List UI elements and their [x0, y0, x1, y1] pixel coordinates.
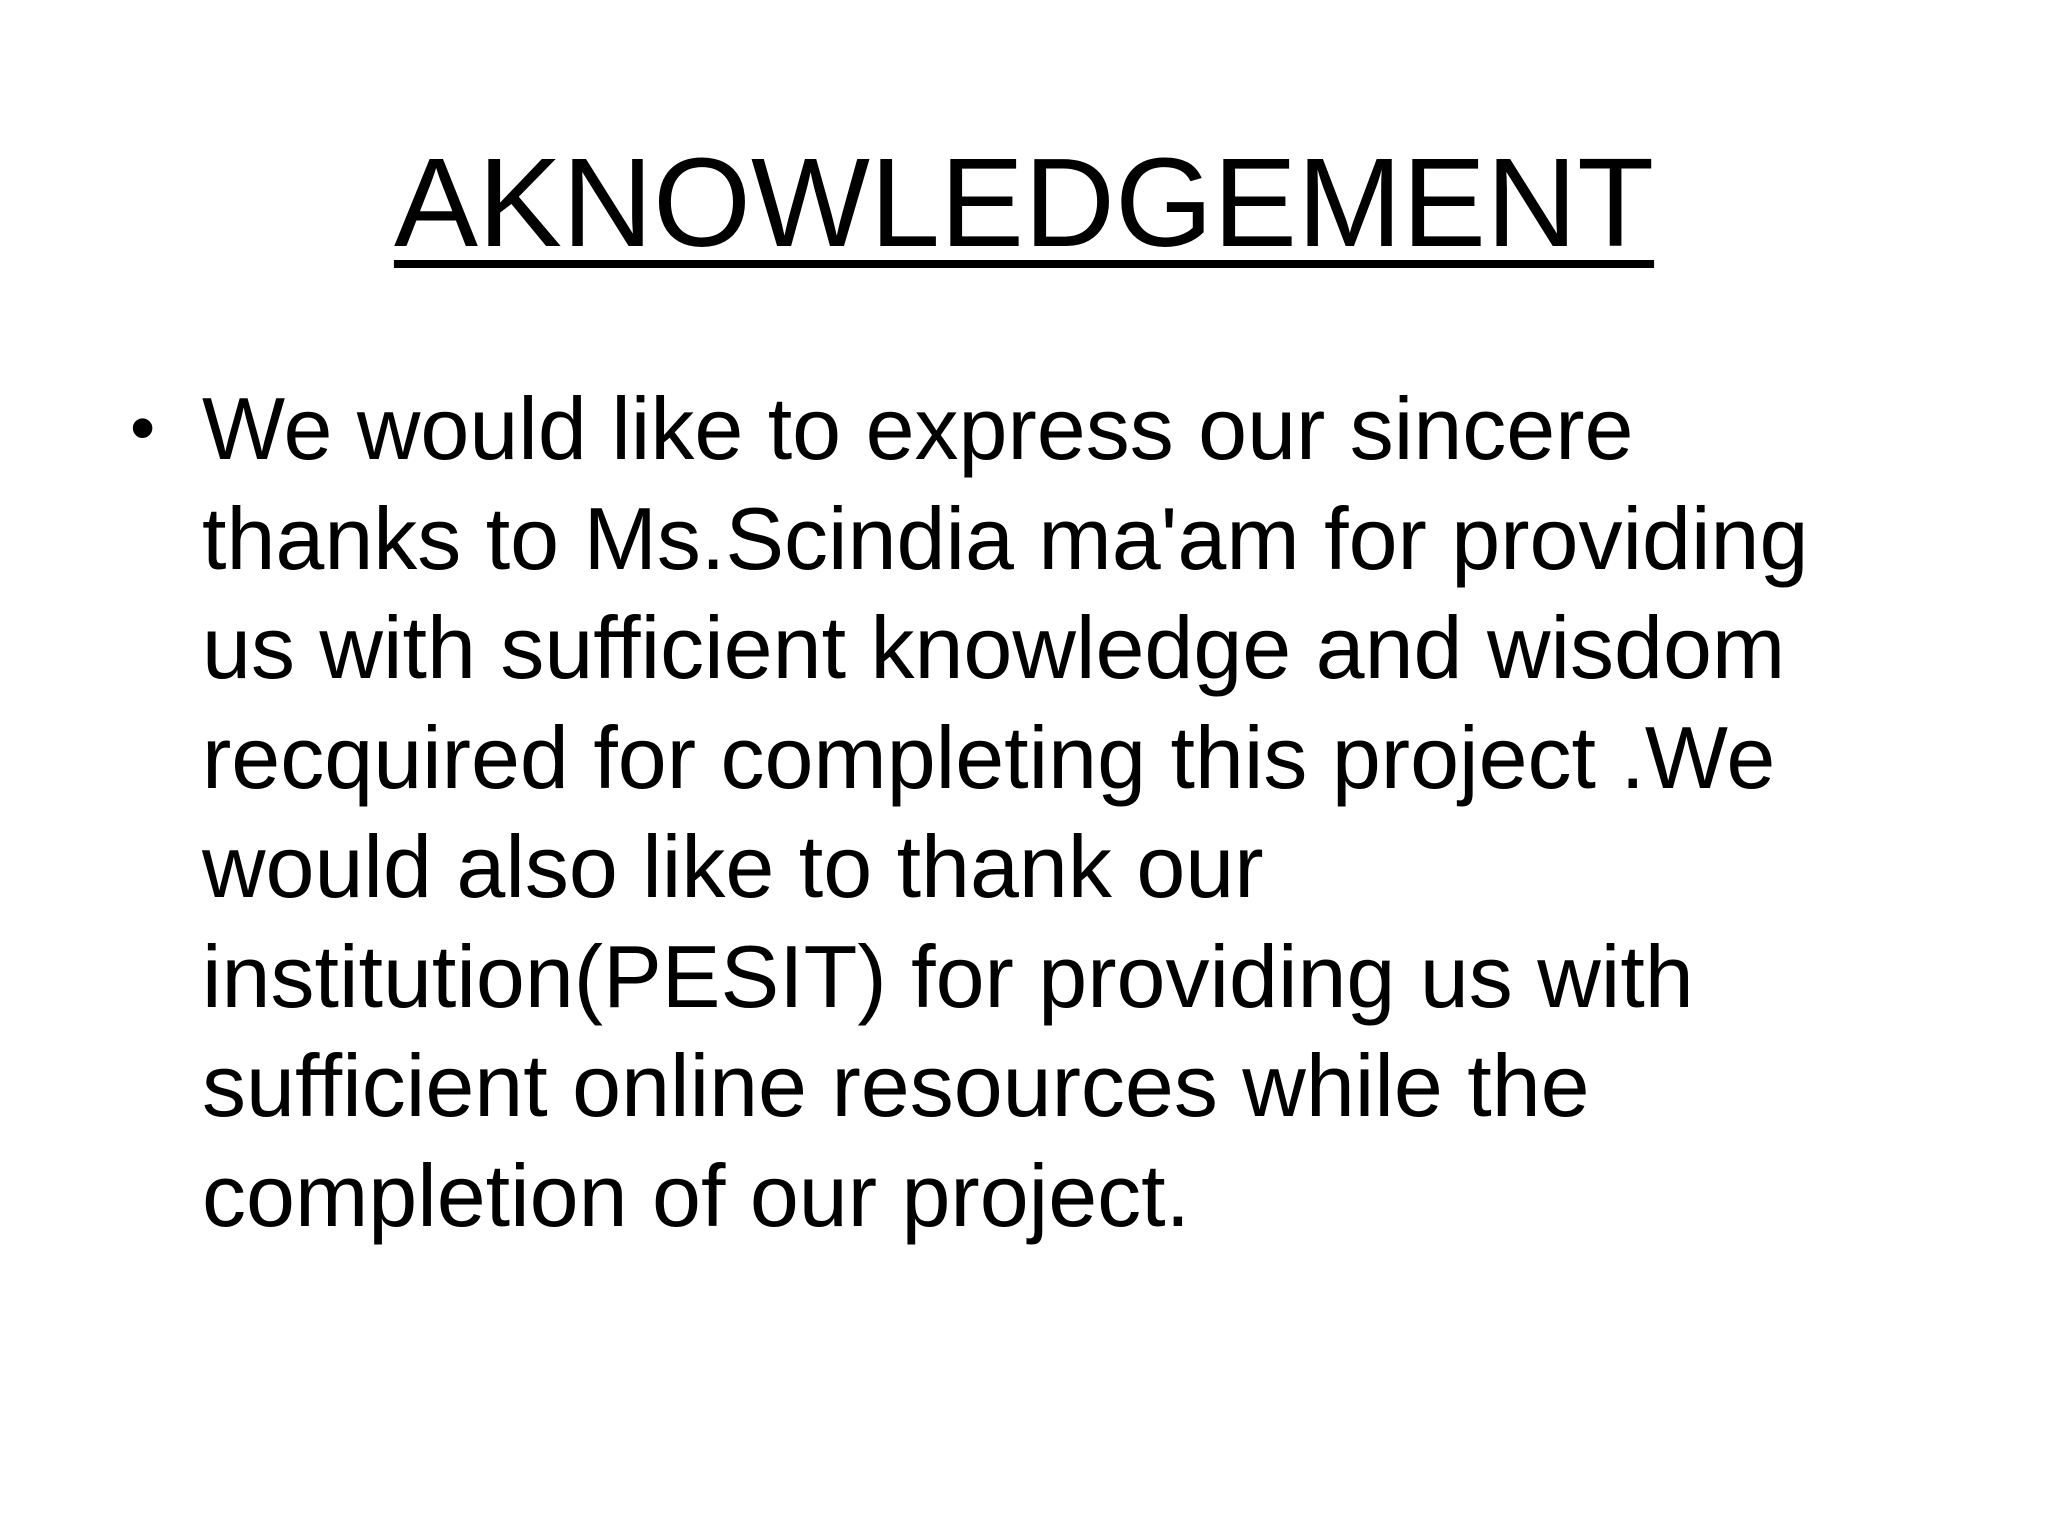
paragraph-line: us with sufficient knowledge and wisdom [202, 598, 1786, 697]
bullet-item [130, 374, 1910, 1250]
bullet-list [130, 374, 1910, 1250]
paragraph-line: would also like to thank our [202, 817, 1264, 916]
paragraph-line: sufficient online resources while the [202, 1036, 1590, 1135]
paragraph-line: recquired for completing this project .We [202, 707, 1776, 807]
paragraph-line: thanks to Ms.Scindia ma'am for providing [202, 488, 1809, 588]
paragraph-line: institution(PESIT) for providing us with [202, 926, 1694, 1026]
slide-title: AKNOWLEDGEMENT [393, 132, 1655, 273]
paragraph-line: completion of our project. [202, 1145, 1191, 1245]
paragraph-line: We would like to express our sincere [202, 379, 1634, 478]
bullet-dot-icon: • [130, 388, 156, 468]
